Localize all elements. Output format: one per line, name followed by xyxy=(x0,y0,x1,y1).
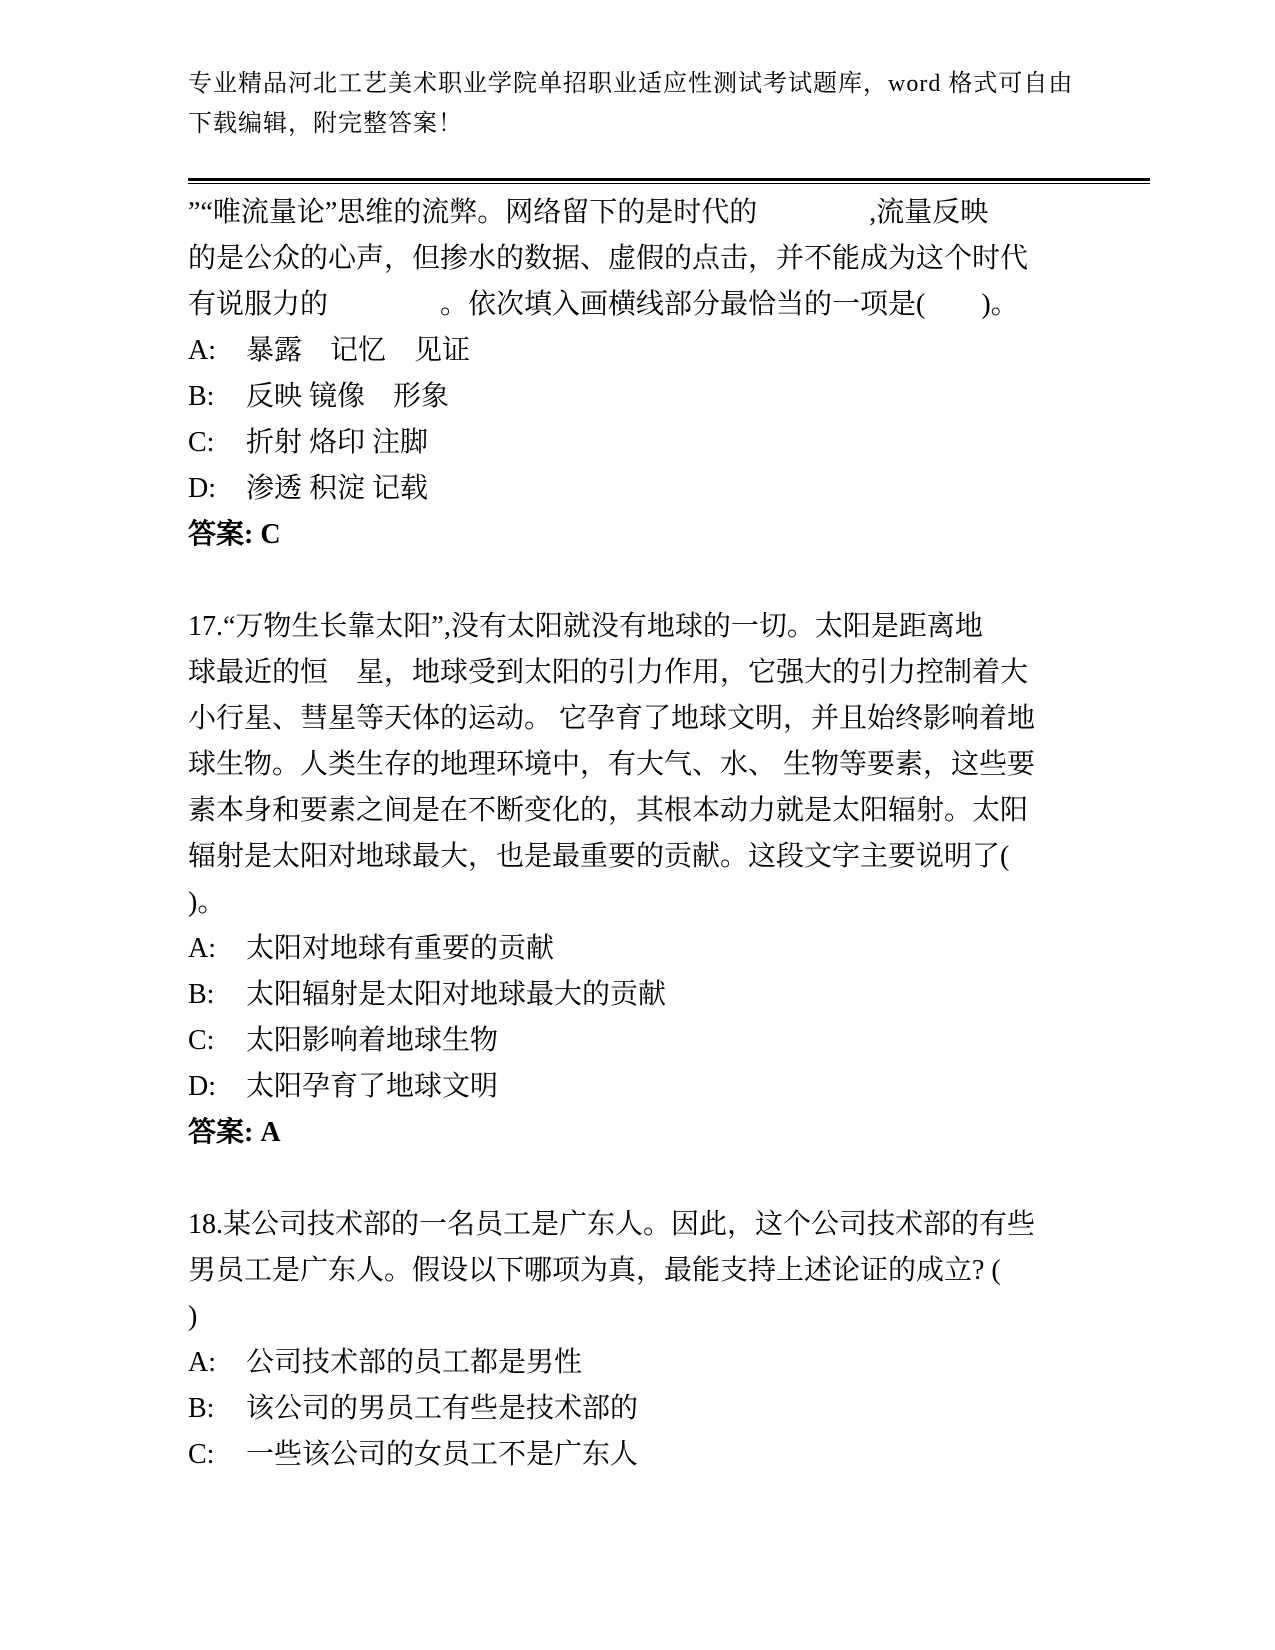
stem-line: 的是公众的心声，但掺水的数据、虚假的点击，并不能成为这个时代 xyxy=(188,243,1029,274)
option-row-d xyxy=(188,1064,1038,1110)
stem-line: 球最近的恒 星，地球受到太阳的引力作用，它强大的引力控制着大 xyxy=(188,657,1029,688)
stem-line: 辐射是太阳对地球最大，也是最重要的贡献。这段文字主要说明了( xyxy=(188,841,1010,872)
option-text: 渗透 积淀 记载 xyxy=(246,473,429,504)
option-row-c xyxy=(188,1018,1038,1064)
option-text: 折射 烙印 注脚 xyxy=(246,427,429,458)
option-row-c xyxy=(188,420,1038,466)
stem-line: 18.某公司技术部的一名员工是广东人。因此，这个公司技术部的有些 xyxy=(188,1209,1036,1240)
stem-line: )。 xyxy=(188,887,226,918)
option-label: B: xyxy=(188,1393,215,1424)
option-text: 一些该公司的女员工不是广东人 xyxy=(246,1439,639,1470)
stem-line: 男员工是广东人。假设以下哪项为真，最能支持上述论证的成立? ( xyxy=(188,1255,1001,1286)
stem-line: 素本身和要素之间是在不断变化的，其根本动力就是太阳辐射。太阳 xyxy=(188,795,1029,826)
option-label: A: xyxy=(188,933,216,964)
header-text-line: 专业精品河北工艺美术职业学院单招职业适应性测试考试题库，word 格式可自由 xyxy=(188,71,1074,97)
option-row-d xyxy=(188,466,1038,512)
stem-line: 小行星、彗星等天体的运动。 它孕育了地球文明，并且始终影响着地 xyxy=(188,703,1036,734)
option-row-b xyxy=(188,374,1038,420)
option-text: 太阳影响着地球生物 xyxy=(246,1025,499,1056)
option-label: C: xyxy=(188,1025,215,1056)
option-text: 公司技术部的员工都是男性 xyxy=(246,1347,583,1378)
option-text: 太阳对地球有重要的贡献 xyxy=(246,933,555,964)
option-label: D: xyxy=(188,473,216,504)
header-rule xyxy=(188,178,1150,184)
stem-line: 17.“万物生长靠太阳”,没有太阳就没有地球的一切。太阳是距离地 xyxy=(188,611,983,642)
stem-line: ) xyxy=(188,1301,198,1332)
question-block-16 xyxy=(188,190,1038,558)
option-label: A: xyxy=(188,335,216,366)
page-header xyxy=(188,64,1088,144)
option-row-b xyxy=(188,972,1038,1018)
option-label: C: xyxy=(188,1439,215,1470)
option-label: D: xyxy=(188,1071,216,1102)
section-gap xyxy=(188,558,1038,604)
option-text: 太阳辐射是太阳对地球最大的贡献 xyxy=(246,979,667,1010)
option-text: 该公司的男员工有些是技术部的 xyxy=(246,1393,639,1424)
question-block-18 xyxy=(188,1202,1038,1478)
stem-line: 球生物。人类生存的地理环境中，有大气、水、 生物等要素，这些要 xyxy=(188,749,1036,780)
option-row-a xyxy=(188,328,1038,374)
option-row-a xyxy=(188,926,1038,972)
option-row-c xyxy=(188,1432,1038,1478)
option-label: C: xyxy=(188,427,215,458)
option-label: A: xyxy=(188,1347,216,1378)
answer-line: 答案: A xyxy=(188,1117,281,1148)
option-text: 太阳孕育了地球文明 xyxy=(246,1071,499,1102)
answer-line: 答案: C xyxy=(188,519,281,550)
header-text-line: 下载编辑，附完整答案！ xyxy=(188,111,463,137)
option-row-b xyxy=(188,1386,1038,1432)
option-text: 暴露 记忆 见证 xyxy=(246,335,471,366)
question-block-17 xyxy=(188,604,1038,1156)
stem-line: 有说服力的 。依次填入画横线部分最恰当的一项是( )。 xyxy=(188,289,1019,320)
option-text: 反映 镜像 形象 xyxy=(246,381,450,412)
stem-line: ”“唯流量论”思维的流弊。网络留下的是时代的 ,流量反映 xyxy=(188,197,989,228)
option-label: B: xyxy=(188,979,215,1010)
option-row-a xyxy=(188,1340,1038,1386)
option-label: B: xyxy=(188,381,215,412)
document-body xyxy=(188,190,1038,1478)
section-gap xyxy=(188,1156,1038,1202)
